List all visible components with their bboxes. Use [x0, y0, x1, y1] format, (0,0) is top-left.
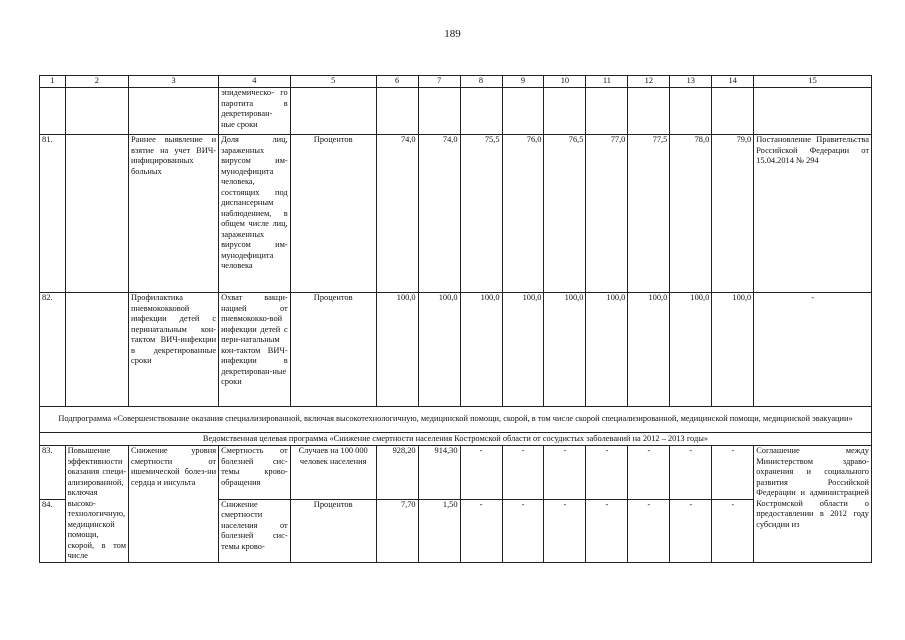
value-cell: 77,0	[586, 135, 628, 293]
unit-cell: Процентов	[290, 135, 376, 293]
value-cell: 76,0	[502, 135, 544, 293]
header-cell: 5	[290, 76, 376, 88]
value-cell: 100,0	[628, 293, 670, 407]
value-cell: 76,5	[544, 135, 586, 293]
unit-cell: Процентов	[290, 499, 376, 562]
row-number: 84.	[40, 499, 66, 562]
value-cell: 100,0	[418, 293, 460, 407]
value-cell: -	[586, 446, 628, 500]
value-cell: 100,0	[712, 293, 754, 407]
value-cell: -	[628, 446, 670, 500]
page-number: 189	[444, 28, 461, 40]
measure-cell: Раннее выявление и взятие на учет ВИЧ-инфицированных больных	[129, 135, 219, 293]
indicator-cell: Снижение смертности населения от болезней сис-темы крово-	[219, 499, 291, 562]
header-cell: 9	[502, 76, 544, 88]
header-cell: 7	[418, 76, 460, 88]
indicator-cell: Охват вакци-нацией от пневмококко-вой инфекции детей с пери-натальным кон-тактом ВИЧ-инфекции в декретирован-ные сроки	[219, 293, 291, 407]
table-row-continuation	[40, 88, 872, 135]
header-cell: 3	[129, 76, 219, 88]
value-cell: -	[460, 499, 502, 562]
header-cell: 4	[219, 76, 291, 88]
value-cell: 7,70	[376, 499, 418, 562]
header-cell: 8	[460, 76, 502, 88]
basis-cell: Соглашение между Министерством здраво-охранения и социального развития Российской Федерации и администрацией Костромской области о предоставлении в 2012 году субсидии из	[754, 446, 872, 563]
value-cell: 100,0	[502, 293, 544, 407]
value-cell: 75,5	[460, 135, 502, 293]
value-cell: 100,0	[586, 293, 628, 407]
value-cell: -	[502, 446, 544, 500]
value-cell: -	[460, 446, 502, 500]
unit-cell: Процентов	[290, 293, 376, 407]
row-number: 82.	[40, 293, 66, 407]
header-cell: 13	[670, 76, 712, 88]
value-cell: -	[670, 446, 712, 500]
program-table	[39, 75, 872, 563]
value-cell: 78,0	[670, 135, 712, 293]
header-cell: 1	[40, 76, 66, 88]
basis-cell: -	[754, 293, 872, 407]
header-cell: 11	[586, 76, 628, 88]
indicator-cell: эпидемическо- го паротита в декретирован- ные сроки	[219, 88, 291, 135]
measure-cell: Снижение уровня смертности от ишемической болез-ни сердца и инсульта	[129, 446, 219, 563]
value-cell: -	[670, 499, 712, 562]
header-cell: 10	[544, 76, 586, 88]
table-row-82	[40, 293, 872, 407]
value-cell: -	[712, 446, 754, 500]
value-cell: 100,0	[460, 293, 502, 407]
table-row-81	[40, 135, 872, 293]
subprogram-row	[40, 407, 872, 433]
value-cell: -	[544, 499, 586, 562]
value-cell: 74,0	[376, 135, 418, 293]
value-cell: 914,30	[418, 446, 460, 500]
value-cell: 79,0	[712, 135, 754, 293]
target-program-title: Ведомственная целевая программа «Снижение смертности населения Костромской области от сосудистых заболеваний на 2012 – 2013 годы»	[40, 433, 872, 446]
header-cell: 14	[712, 76, 754, 88]
target-program-row	[40, 433, 872, 446]
header-cell: 12	[628, 76, 670, 88]
task-cell: Повышение эффективности оказания специ-ализированной, включая высоко-технологичную, медицинской помощи, скорой, в том числе	[65, 446, 128, 563]
value-cell: 74,0	[418, 135, 460, 293]
value-cell: -	[586, 499, 628, 562]
value-cell: -	[628, 499, 670, 562]
unit-cell: Случаев на 100 000 человек населения	[290, 446, 376, 500]
value-cell: 100,0	[544, 293, 586, 407]
value-cell: 1,50	[418, 499, 460, 562]
measure-cell: Профилактика пневмококковой инфекции детей с перинатальным кон-тактом ВИЧ-инфекции в декретированные сроки	[129, 293, 219, 407]
header-cell: 15	[754, 76, 872, 88]
value-cell: -	[712, 499, 754, 562]
header-row	[40, 76, 872, 88]
row-number: 83.	[40, 446, 66, 500]
value-cell: -	[544, 446, 586, 500]
value-cell: 100,0	[670, 293, 712, 407]
value-cell: 77,5	[628, 135, 670, 293]
header-cell: 6	[376, 76, 418, 88]
header-cell: 2	[65, 76, 128, 88]
value-cell: 928,20	[376, 446, 418, 500]
indicator-cell: Доля лиц, зараженных вирусом им-мунодефицита человека, состоящих под диспансерным наблюдением, в общем числе лиц, зараженных вирусом им-мунодефицита человека	[219, 135, 291, 293]
table-row-83	[40, 446, 872, 500]
basis-cell: Постановление Правительства Российской Федерации от 15.04.2014 № 294	[754, 135, 872, 293]
row-number: 81.	[40, 135, 66, 293]
value-cell: -	[502, 499, 544, 562]
subprogram-title: Подпрограмма «Совершенствование оказания специализированной, включая высокотехнологичную, медицинской помощи, скорой, в том числе скорой специализированной, медицинской помощи, медицинской эвакуации»	[40, 407, 872, 433]
value-cell: 100,0	[376, 293, 418, 407]
indicator-cell: Смертность от болезней сис-темы крово-обращения	[219, 446, 291, 500]
